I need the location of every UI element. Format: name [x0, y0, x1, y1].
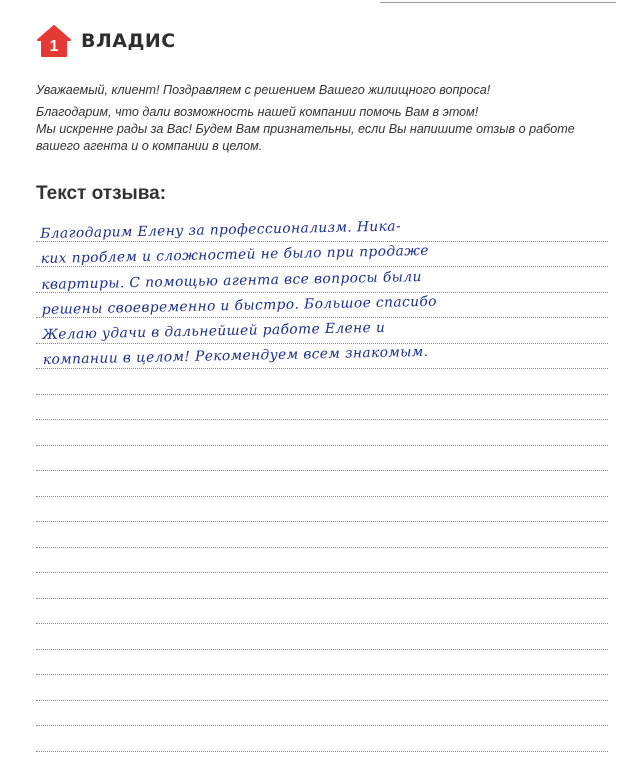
handwritten-line: Желаю удачи в дальнейшей работе Елене и	[42, 319, 386, 344]
ruled-line	[36, 548, 608, 574]
ruled-line	[36, 675, 608, 701]
ruled-line	[36, 420, 608, 446]
handwritten-review	[40, 210, 613, 374]
brand-name: ВЛАДИС	[81, 30, 176, 52]
intro-text	[36, 82, 596, 155]
handwritten-line: квартиры. С помощью агента все вопросы были	[41, 268, 422, 293]
house-logo-icon	[36, 24, 72, 58]
ruled-line	[36, 701, 608, 727]
ruled-line	[36, 497, 608, 523]
ruled-line	[36, 650, 608, 676]
ruled-line	[36, 471, 608, 497]
ruled-line	[36, 522, 608, 548]
logo-badge-number: 1	[49, 38, 59, 55]
ruled-line	[36, 446, 608, 472]
ruled-line	[36, 395, 608, 421]
brand-logo	[36, 24, 176, 58]
ruled-line	[36, 573, 608, 599]
intro-greeting: Уважаемый, клиент! Поздравляем с решением Вашего жилищного вопроса!	[36, 83, 491, 97]
handwritten-line: компании в целом! Рекомендуем всем знакомым.	[42, 344, 429, 369]
handwritten-line: Благодарим Елену за профессионализм. Ника-	[40, 218, 402, 242]
intro-line-2: Благодарим, что дали возможность нашей компании помочь Вам в этом!	[36, 105, 479, 119]
handwritten-line: решены своевременно и быстро. Большое спасибо	[41, 293, 438, 318]
ruled-line	[36, 369, 608, 395]
handwritten-line: ких проблем и сложностей не было при продаже	[40, 243, 430, 268]
ruled-line	[36, 726, 608, 752]
ruled-line	[36, 599, 608, 625]
intro-line-4: вашего агента и о компании в целом.	[36, 139, 263, 153]
intro-line-3: Мы искренне рады за Вас! Будем Вам признательны, если Вы напишите отзыв о работе	[36, 122, 575, 136]
review-heading: Текст отзыва:	[36, 183, 167, 204]
top-rule	[380, 2, 616, 3]
ruled-line	[36, 624, 608, 650]
